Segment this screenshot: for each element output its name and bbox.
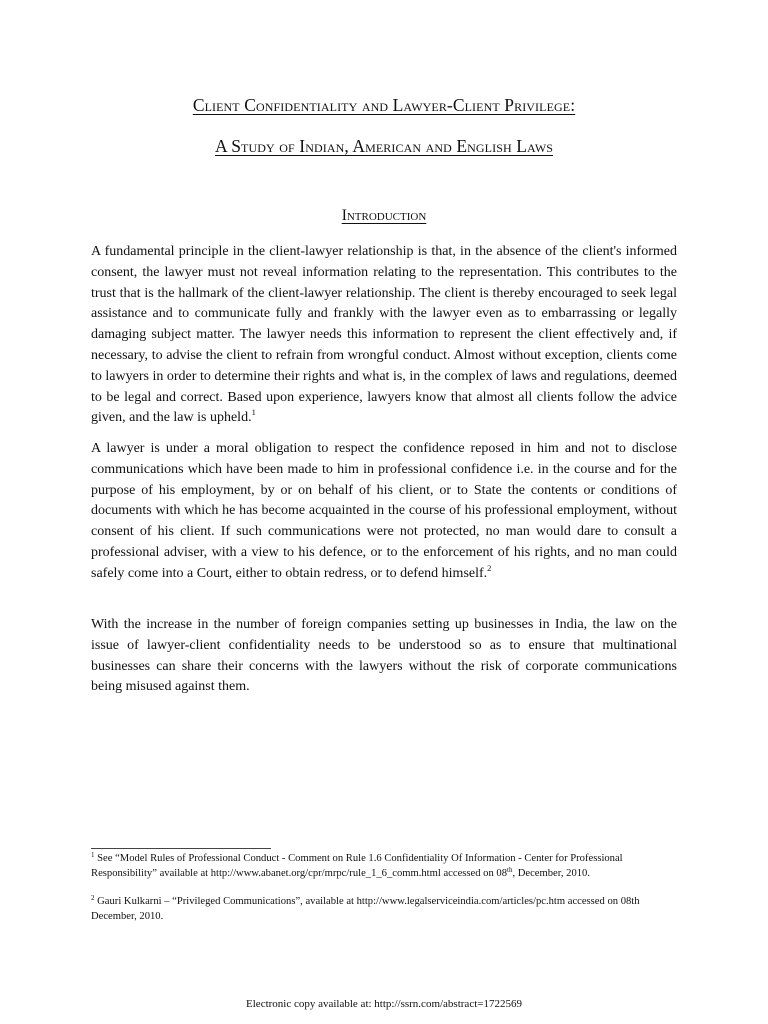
- footnote-mark: 2: [91, 894, 95, 902]
- footnote-text: See “Model Rules of Professional Conduct - Comment on Rule 1.6 Confidentiality Of Information - Center for Professional Responsibility” available at http://www.abanet.org/cpr/mrpc/rule_1_6_comm.html accessed on 08: [91, 853, 623, 880]
- paragraph-text: With the increase in the number of foreign companies setting up businesses in India, the law on the issue of lawyer-client confidentiality needs to be understood so as to ensure that multinational businesses can share their concerns with the lawyers without the risk of corporate communications being misused against them.: [91, 617, 677, 695]
- footnote: [91, 851, 681, 881]
- footnote-text: Gauri Kulkarni – “Privileged Communications”, available at http://www.legalserviceindia.com/articles/pc.htm accessed on 08th December, 2010.: [91, 896, 640, 923]
- paragraph-text: A fundamental principle in the client-lawyer relationship is that, in the absence of the client's informed consent, the lawyer must not reveal information relating to the representation. This contributes to the trust that is the hallmark of the client-lawyer relationship. The client is thereby encouraged to seek legal assistance and to communicate fully and frankly with the lawyer even as to embarrassing or legally damaging subject matter. The lawyer needs this information to represent the client effectively and, if necessary, to advise the client to refrain from wrongful conduct. Almost without exception, clients come to lawyers in order to determine their rights and what is, in the complex of laws and regulations, deemed to be legal and correct. Based upon experience, lawyers know that almost all clients follow the advice given, and the law is upheld.: [91, 244, 677, 426]
- paragraph-text: A lawyer is under a moral obligation to respect the confidence reposed in him and not to disclose communications which have been made to him in professional confidence i.e. in the course and for the purpose of his employment, by or on behalf of his client, or to State the contents or conditions of documents with which he has become acquainted in the course of his professional employment, without consent of his client. If such communications were not protected, no man would dare to consult a professional adviser, with a view to his defence, or to the enforcement of his rights, and no man could safely come into a Court, either to obtain redress, or to defend himself.: [91, 441, 677, 581]
- footnote: [91, 894, 681, 924]
- footnote-reference: 1: [251, 407, 256, 418]
- footnote-reference: 2: [487, 562, 492, 573]
- paper-title-line-1: Client Confidentiality and Lawyer-Client Privilege:: [192, 95, 576, 115]
- paper-title-line-2: A Study of Indian, American and English Laws: [214, 136, 554, 156]
- footnote-separator: [91, 848, 271, 849]
- footnote-text-end: , December, 2010.: [512, 868, 590, 880]
- page-footer: Electronic copy available at: http://ssrn.com/abstract=1722569: [246, 998, 522, 1010]
- section-heading: Introduction: [341, 207, 427, 224]
- paragraph: [91, 242, 677, 429]
- paragraph: [91, 615, 677, 698]
- paragraph: [91, 439, 677, 585]
- footnote-ordinal: th: [507, 866, 513, 875]
- footnote-mark: 1: [91, 851, 95, 859]
